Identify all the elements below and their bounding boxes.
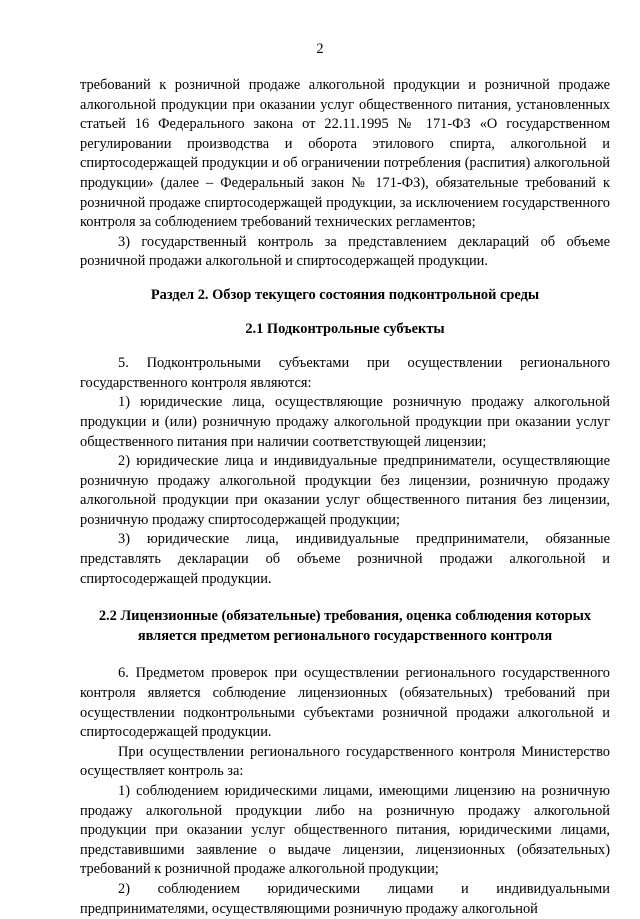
subsection-2-2-heading: 2.2 Лицензионные (обязательные) требования, оценка соблюдения которых является предметом регионального государственного контроля <box>98 608 592 644</box>
paragraph-item-3: 3) государственный контроль за представлением деклараций об объеме розничной продажи алкогольной и спиртосодержащей продукции. <box>80 233 610 270</box>
paragraph-subject-2: 2) юридические лица и индивидуальные предприниматели, осуществляющие розничную продажу алкогольной продукции без лицензии, розничную продажу алкогольной продукции при оказании услуг общественного питания без лицензии, розничную продажу спиртосодержащей продукции; <box>80 453 610 528</box>
page-number: 2 <box>316 41 324 57</box>
paragraph-5: 5. Подконтрольными субъектами при осуществлении регионального государственного контроля являются: <box>80 355 610 391</box>
paragraph-6: 6. Предметом проверок при осуществлении регионального государственного контроля является соблюдение лицензионных (обязательных) требований при осуществлении подконтрольными субъектами розничной продажи алкогольной и спиртосодержащей продукции. <box>80 665 610 741</box>
paragraph-control-intro: При осуществлении регионального государственного контроля Министерство осуществляет контроль за: <box>80 743 610 780</box>
paragraph-control-2: 2) соблюдением юридическими лицами и индивидуальными предпринимателями, осуществляющими розничную продажу алкогольной <box>80 880 610 917</box>
paragraph-control-1: 1) соблюдением юридическими лицами, имеющими лицензию на розничную продажу алкогольной продукции либо на розничную продажу алкогольной продукции при оказании услуг общественного питания, юридическими лицами, представившими заявление о выдаче лицензии, лицензионных (обязательных) требований к розничной продаже алкогольной продукции; <box>80 783 610 878</box>
paragraph-subject-3: 3) юридические лица, индивидуальные предприниматели, обязанные представлять декларации об объеме розничной продажи алкогольной и спиртосодержащей продукции. <box>80 531 610 587</box>
section-2-heading: Раздел 2. Обзор текущего состояния подконтрольной среды <box>150 286 540 303</box>
paragraph-subject-1: 1) юридические лица, осуществляющие розничную продажу алкогольной продукции и (или) розничную продажу алкогольной продукции при оказании услуг общественного питания при наличии соответствующей лицензии; <box>80 394 610 450</box>
document-body <box>80 76 610 919</box>
subsection-2-1-heading: 2.1 Подконтрольные субъекты <box>245 320 445 337</box>
paragraph-continuation: требований к розничной продаже алкогольной продукции и розничной продаже алкогольной продукции при оказании услуг общественного питания, установленных статьей 16 Федерального закона от 22.11.1995 № 171-ФЗ «О государственном регулировании производства и оборота этилового спирта, алкогольной и спиртосодержащей продукции и об ограничении потребления (распития) алкогольной продукции» (далее – Федеральный закон № 171-ФЗ), обязательные требований к розничной продаже спиртосодержащей продукции, за исключением государственного контроля за соблюдением требований технических регламентов; <box>80 77 610 231</box>
